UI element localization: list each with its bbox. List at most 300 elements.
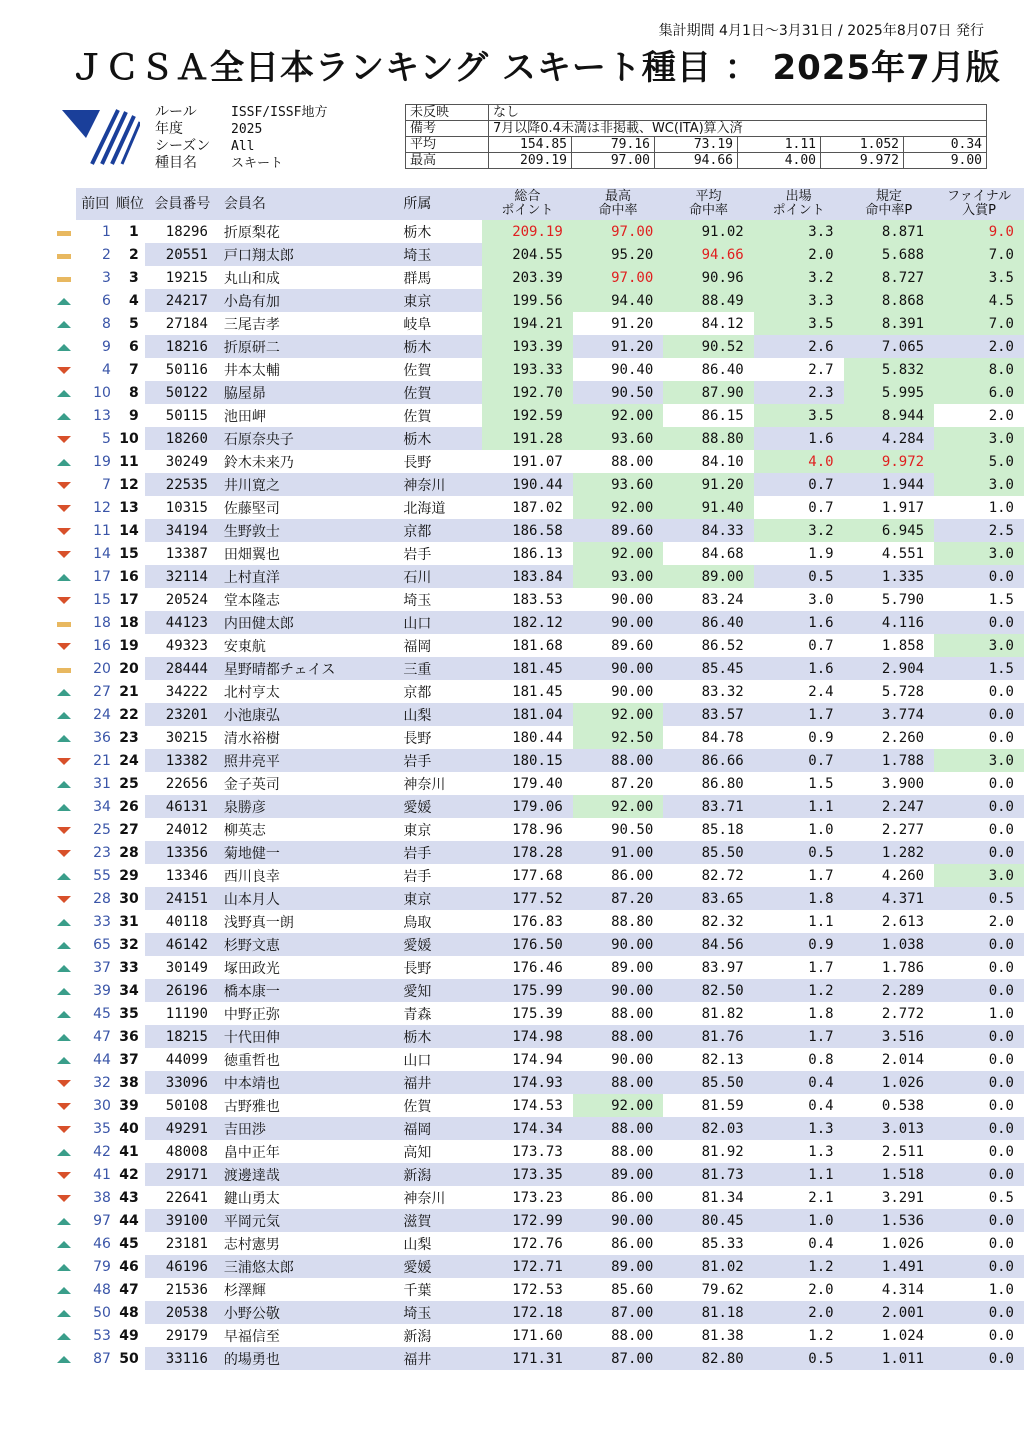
prev-rank-cell: 87 <box>93 1350 111 1367</box>
entry-points-cell: 2.0 <box>808 1281 834 1298</box>
total-points-cell: 171.60 <box>512 1327 563 1344</box>
total-points-cell: 181.45 <box>512 683 563 700</box>
prev-rank-cell: 3 <box>102 269 111 286</box>
member-name-cell: 十代田伸 <box>220 1025 399 1048</box>
average-regulation: 1.052 <box>821 137 904 153</box>
affiliation-cell: 佐賀 <box>399 381 482 404</box>
best-rate-cell: 92.00 <box>573 404 663 427</box>
total-points-cell: 209.19 <box>482 220 573 243</box>
total-points-cell: 177.52 <box>482 887 573 910</box>
entry-points-cell: 3.2 <box>754 266 844 289</box>
up-arrow-icon <box>57 689 71 696</box>
total-points-cell: 173.73 <box>512 1143 563 1160</box>
trend-cell <box>52 1232 76 1255</box>
trend-cell <box>52 427 76 450</box>
remarks-label: 備考 <box>406 121 489 137</box>
up-arrow-icon <box>57 873 71 880</box>
final-points-cell: 0.0 <box>934 933 1024 956</box>
down-arrow-icon <box>57 643 71 650</box>
max-mean: 94.66 <box>655 153 738 169</box>
avg-rate-cell: 86.40 <box>701 361 744 378</box>
affiliation-cell: 愛知 <box>399 979 482 1002</box>
entry-points-cell: 1.2 <box>754 1255 844 1278</box>
down-arrow-icon <box>57 436 71 443</box>
regulation-rate-cell: 1.944 <box>844 473 934 496</box>
max-final: 9.00 <box>904 153 987 169</box>
avg-rate-cell: 90.52 <box>663 335 753 358</box>
regulation-rate-cell: 6.945 <box>844 519 934 542</box>
entry-points-cell: 1.5 <box>808 775 834 792</box>
member-name-cell: 渡邊達哉 <box>220 1163 399 1186</box>
total-points-cell: 172.53 <box>512 1281 563 1298</box>
table-row <box>52 956 1024 979</box>
final-points-cell: 0.0 <box>988 1097 1014 1114</box>
regulation-rate-cell: 8.868 <box>844 289 934 312</box>
avg-rate-cell: 85.18 <box>701 821 744 838</box>
avg-rate-header <box>663 188 753 220</box>
table-row <box>52 1094 1024 1117</box>
rank-cell: 8 <box>129 384 139 401</box>
best-rate-cell: 94.40 <box>573 289 663 312</box>
entry-points-cell: 4.0 <box>754 450 844 473</box>
final-points-cell: 0.0 <box>934 1117 1024 1140</box>
entry-points-cell: 0.9 <box>754 933 844 956</box>
table-row <box>52 542 1024 565</box>
avg-rate-cell: 86.15 <box>701 407 744 424</box>
regulation-rate-header <box>844 188 934 220</box>
total-points-cell: 180.44 <box>512 729 563 746</box>
trend-header <box>52 188 76 220</box>
trend-cell <box>52 818 76 841</box>
trend-cell <box>52 726 76 749</box>
member-id-cell: 18215 <box>145 1025 220 1048</box>
table-row <box>52 1278 1024 1301</box>
header-line: 平均 <box>695 189 722 204</box>
final-points-cell: 8.0 <box>934 358 1024 381</box>
avg-rate-cell: 85.45 <box>663 657 753 680</box>
member-id-cell: 50115 <box>165 407 208 424</box>
prev-rank-cell: 37 <box>93 959 111 976</box>
final-points-cell: 5.0 <box>934 450 1024 473</box>
affiliation-cell: 埼玉 <box>399 243 482 266</box>
final-points-cell: 2.0 <box>934 335 1024 358</box>
prev-rank-cell: 1 <box>102 223 111 240</box>
best-rate-cell: 89.60 <box>573 519 663 542</box>
affiliation-cell: 山梨 <box>403 1236 432 1253</box>
member-id-cell: 29179 <box>165 1327 208 1344</box>
total-points-cell: 176.46 <box>512 959 563 976</box>
best-rate-cell: 87.20 <box>611 775 654 792</box>
table-row <box>52 979 1024 1002</box>
rank-cell: 38 <box>119 1074 139 1091</box>
final-points-cell: 0.0 <box>934 1071 1024 1094</box>
entry-points-cell: 1.7 <box>754 1025 844 1048</box>
prev-rank-cell: 41 <box>93 1166 111 1183</box>
regulation-rate-cell: 5.728 <box>881 683 925 700</box>
trend-cell <box>52 335 76 358</box>
ranking-body <box>52 220 1024 1370</box>
member-id-cell: 30249 <box>165 453 208 470</box>
affiliation-cell: 岩手 <box>403 546 432 563</box>
avg-rate-cell: 84.10 <box>701 453 744 470</box>
total-points-cell: 178.96 <box>512 821 563 838</box>
down-arrow-icon <box>57 551 71 558</box>
total-points-cell: 174.53 <box>512 1097 563 1114</box>
member-name-cell: 的場勇也 <box>220 1347 399 1370</box>
rank-cell: 35 <box>119 1005 139 1022</box>
final-points-cell: 0.0 <box>934 841 1024 864</box>
rank-cell: 6 <box>129 338 139 355</box>
member-name-cell: 浅野真一朗 <box>223 914 294 931</box>
table-row <box>52 1025 1024 1048</box>
avg-rate-cell: 86.52 <box>701 637 744 654</box>
regulation-rate-cell: 4.551 <box>881 545 925 562</box>
table-row <box>52 565 1024 588</box>
total-points-cell: 191.07 <box>512 453 563 470</box>
header-line: ポイント <box>772 203 825 218</box>
trend-cell <box>52 887 76 910</box>
total-points-cell: 173.35 <box>482 1163 573 1186</box>
member-name-cell: 柳英志 <box>223 822 266 839</box>
rank-cell: 29 <box>119 867 139 884</box>
max-entry: 4.00 <box>738 153 821 169</box>
member-name-cell: 清水裕樹 <box>223 730 280 747</box>
table-row <box>52 496 1024 519</box>
member-name-cell: 上村直洋 <box>220 565 399 588</box>
avg-rate-cell: 82.32 <box>701 913 744 930</box>
up-arrow-icon <box>57 735 71 742</box>
member-name-cell: 田畑翼也 <box>223 546 280 563</box>
final-points-cell: 0.0 <box>988 1235 1014 1252</box>
member-id-cell: 19215 <box>165 269 208 286</box>
trend-cell <box>52 1209 76 1232</box>
member-name-cell: 三尾吉孝 <box>223 316 280 333</box>
avg-rate-cell: 89.00 <box>663 565 753 588</box>
affiliation-cell: 千葉 <box>403 1282 432 1299</box>
member-name-cell: 鈴木未来乃 <box>223 454 294 471</box>
rank-cell: 22 <box>119 706 139 723</box>
final-points-cell: 0.0 <box>934 795 1024 818</box>
trend-cell <box>52 1094 76 1117</box>
best-rate-cell: 95.20 <box>573 243 663 266</box>
final-points-cell: 0.0 <box>934 565 1024 588</box>
regulation-rate-cell: 2.289 <box>844 979 934 1002</box>
best-rate-cell: 89.00 <box>611 959 654 976</box>
table-row <box>52 1163 1024 1186</box>
final-points-cell: 0.0 <box>934 1025 1024 1048</box>
trend-cell <box>52 1071 76 1094</box>
prev-rank-cell: 12 <box>93 499 111 516</box>
final-points-cell: 0.0 <box>988 729 1014 746</box>
prev-rank-cell: 46 <box>93 1235 111 1252</box>
rank-cell: 30 <box>119 890 139 907</box>
member-id-cell: 22535 <box>145 473 220 496</box>
member-id-cell: 20524 <box>165 591 208 608</box>
down-arrow-icon <box>57 597 71 604</box>
total-points-cell: 174.94 <box>512 1051 563 1068</box>
affiliation-cell: 愛媛 <box>399 795 482 818</box>
table-row <box>52 749 1024 772</box>
header-row <box>52 188 1024 220</box>
trend-cell <box>52 1002 76 1025</box>
entry-points-cell: 1.8 <box>808 1005 834 1022</box>
avg-rate-cell: 84.33 <box>663 519 753 542</box>
affiliation-header: 所属 <box>399 188 482 220</box>
up-arrow-icon <box>57 298 71 305</box>
member-id-cell: 34222 <box>165 683 208 700</box>
member-id-cell: 11190 <box>165 1005 208 1022</box>
member-id-cell: 18216 <box>145 335 220 358</box>
avg-rate-cell: 82.80 <box>663 1347 753 1370</box>
total-points-cell: 179.06 <box>482 795 573 818</box>
regulation-rate-cell: 2.904 <box>844 657 934 680</box>
avg-rate-cell: 85.33 <box>701 1235 744 1252</box>
table-row <box>52 381 1024 404</box>
entry-points-cell: 2.4 <box>808 683 834 700</box>
regulation-rate-cell: 5.832 <box>844 358 934 381</box>
final-points-cell: 3.0 <box>934 427 1024 450</box>
best-rate-cell: 90.40 <box>611 361 654 378</box>
affiliation-cell: 新潟 <box>399 1163 482 1186</box>
member-id-cell: 32114 <box>145 565 220 588</box>
member-id-cell: 33096 <box>145 1071 220 1094</box>
best-rate-header <box>573 188 663 220</box>
avg-rate-cell: 84.78 <box>701 729 744 746</box>
table-row <box>52 726 1024 749</box>
regulation-rate-cell: 7.065 <box>844 335 934 358</box>
table-row <box>52 519 1024 542</box>
entry-points-cell: 0.7 <box>754 473 844 496</box>
entry-points-cell: 0.4 <box>808 1097 834 1114</box>
member-id-cell: 10315 <box>165 499 208 516</box>
trend-cell <box>52 749 76 772</box>
regulation-rate-cell: 1.786 <box>881 959 925 976</box>
page-title: ＪＣＳＡ全日本ランキング スキート種目 ： 2025年7月版 <box>70 48 1001 88</box>
trend-cell <box>52 1301 76 1324</box>
final-points-cell: 1.5 <box>934 657 1024 680</box>
avg-rate-cell: 83.57 <box>663 703 753 726</box>
final-points-cell: 3.0 <box>934 473 1024 496</box>
regulation-rate-cell: 4.260 <box>881 867 925 884</box>
meta-key: 種目名 <box>155 155 197 171</box>
member-id-cell: 44123 <box>145 611 220 634</box>
up-arrow-icon <box>57 344 71 351</box>
entry-points-cell: 3.5 <box>754 404 844 427</box>
member-id-cell: 21536 <box>165 1281 208 1298</box>
best-rate-cell: 92.00 <box>573 1094 663 1117</box>
entry-points-cell: 1.0 <box>754 1209 844 1232</box>
member-name-cell: 脇屋昴 <box>220 381 399 404</box>
member-id-cell: 24151 <box>145 887 220 910</box>
affiliation-cell: 福岡 <box>399 1117 482 1140</box>
affiliation-cell: 長野 <box>403 960 432 977</box>
table-row <box>52 335 1024 358</box>
final-points-cell: 3.0 <box>934 634 1024 657</box>
up-arrow-icon <box>57 459 71 466</box>
total-points-cell: 204.55 <box>482 243 573 266</box>
member-name-cell: 照井亮平 <box>220 749 399 772</box>
best-rate-cell: 90.50 <box>611 821 654 838</box>
regulation-rate-cell: 5.995 <box>844 381 934 404</box>
rank-cell: 39 <box>119 1097 139 1114</box>
member-id-cell: 46196 <box>145 1255 220 1278</box>
affiliation-cell: 栃木 <box>403 224 432 241</box>
meta-key: 年度 <box>155 121 183 137</box>
up-arrow-icon <box>57 390 71 397</box>
member-id-cell: 20538 <box>145 1301 220 1324</box>
affiliation-cell: 石川 <box>399 565 482 588</box>
member-name-cell: 星野晴都チェイス <box>220 657 399 680</box>
entry-points-cell: 3.5 <box>754 312 844 335</box>
rank-cell: 4 <box>129 292 139 309</box>
member-id-cell: 23181 <box>165 1235 208 1252</box>
best-rate-cell: 92.00 <box>573 496 663 519</box>
member-id-cell: 22656 <box>165 775 208 792</box>
regulation-rate-cell: 1.536 <box>844 1209 934 1232</box>
entry-points-cell: 2.0 <box>754 243 844 266</box>
avg-rate-cell: 81.76 <box>663 1025 753 1048</box>
entry-points-cell: 1.6 <box>754 657 844 680</box>
trend-cell <box>52 1347 76 1370</box>
trend-cell <box>52 519 76 542</box>
member-name-cell: 志村憲男 <box>223 1236 280 1253</box>
best-rate-cell: 93.60 <box>573 473 663 496</box>
final-points-cell: 1.5 <box>988 591 1014 608</box>
member-id-cell: 48008 <box>165 1143 208 1160</box>
trend-cell <box>52 381 76 404</box>
affiliation-cell: 山梨 <box>399 703 482 726</box>
regulation-rate-cell: 9.972 <box>844 450 934 473</box>
meta-value: ISSF/ISSF地方 <box>231 105 328 120</box>
table-row <box>52 473 1024 496</box>
down-arrow-icon <box>57 1103 71 1110</box>
table-row <box>52 634 1024 657</box>
table-row <box>52 864 1024 887</box>
trend-cell <box>52 1140 76 1163</box>
best-rate-cell: 90.00 <box>573 611 663 634</box>
prev-rank-cell: 48 <box>93 1281 111 1298</box>
prev-rank-cell: 18 <box>93 614 111 631</box>
rank-cell: 45 <box>119 1235 139 1252</box>
member-id-cell: 50108 <box>165 1097 208 1114</box>
rank-cell: 23 <box>119 729 139 746</box>
final-points-cell: 7.0 <box>934 243 1024 266</box>
best-rate-cell: 93.00 <box>573 565 663 588</box>
regulation-rate-cell: 1.491 <box>844 1255 934 1278</box>
max-label: 最高 <box>406 153 489 169</box>
header-line: 出場 <box>785 189 812 204</box>
final-points-cell: 0.5 <box>988 1189 1014 1206</box>
unchanged-icon <box>57 622 71 627</box>
total-points-cell: 172.76 <box>512 1235 563 1252</box>
table-row <box>52 795 1024 818</box>
affiliation-cell: 高知 <box>403 1144 432 1161</box>
meta-value: All <box>231 139 255 154</box>
regulation-rate-cell: 2.772 <box>881 1005 925 1022</box>
prev-rank-cell: 25 <box>93 821 111 838</box>
average-mean: 73.19 <box>655 137 738 153</box>
affiliation-cell: 京都 <box>399 519 482 542</box>
table-row <box>52 611 1024 634</box>
member-name-cell: 戸口翔太郎 <box>220 243 399 266</box>
table-row <box>52 1209 1024 1232</box>
rank-cell: 2 <box>129 246 139 263</box>
final-points-cell: 0.0 <box>988 1327 1014 1344</box>
final-points-cell: 0.0 <box>988 959 1014 976</box>
entry-points-cell: 2.0 <box>754 1301 844 1324</box>
up-arrow-icon <box>57 1218 71 1225</box>
avg-rate-cell: 91.40 <box>663 496 753 519</box>
up-arrow-icon <box>57 1356 71 1363</box>
total-points-header <box>482 188 573 220</box>
best-rate-cell: 88.00 <box>611 453 654 470</box>
prev-rank-cell: 6 <box>102 292 111 309</box>
entry-points-cell: 3.0 <box>808 591 834 608</box>
down-arrow-icon <box>57 528 71 535</box>
table-row <box>52 818 1024 841</box>
entry-points-cell: 0.5 <box>754 565 844 588</box>
remarks-value: 7月以降0.4未満は非掲載、WC(ITA)算入済 <box>489 121 987 137</box>
member-id-cell: 34194 <box>145 519 220 542</box>
prev-rank-cell: 11 <box>93 522 111 539</box>
prev-rank-header: 前回 <box>76 188 115 220</box>
prev-rank-cell: 44 <box>93 1051 111 1068</box>
trend-cell <box>52 1324 76 1347</box>
regulation-rate-cell: 8.727 <box>844 266 934 289</box>
member-id-cell: 40118 <box>165 913 208 930</box>
affiliation-cell: 群馬 <box>403 270 432 287</box>
table-row <box>52 772 1024 795</box>
entry-points-cell: 1.7 <box>808 867 834 884</box>
member-name-cell: 折原梨花 <box>223 224 280 241</box>
member-name-cell: 鍵山勇太 <box>223 1190 280 1207</box>
table-row <box>52 450 1024 473</box>
trend-cell <box>52 772 76 795</box>
max-best: 97.00 <box>572 153 655 169</box>
avg-rate-cell: 94.66 <box>663 243 753 266</box>
avg-rate-cell: 86.80 <box>701 775 744 792</box>
member-id-cell: 44099 <box>165 1051 208 1068</box>
entry-points-cell: 2.3 <box>754 381 844 404</box>
header-line: 命中率P <box>865 203 913 218</box>
rank-cell: 3 <box>129 269 139 286</box>
rank-cell: 24 <box>119 752 139 769</box>
header-line: 入賞P <box>962 203 996 218</box>
prev-rank-cell: 65 <box>93 936 111 953</box>
meta-value: スキート <box>231 156 284 171</box>
best-rate-cell: 92.00 <box>573 795 663 818</box>
member-name-cell: 杉澤輝 <box>223 1282 266 1299</box>
prev-rank-cell: 38 <box>93 1189 111 1206</box>
trend-cell <box>52 1117 76 1140</box>
avg-rate-cell: 86.66 <box>663 749 753 772</box>
entry-points-cell: 1.1 <box>754 1163 844 1186</box>
best-rate-cell: 90.00 <box>573 1209 663 1232</box>
trend-cell <box>52 611 76 634</box>
affiliation-cell: 岩手 <box>399 841 482 864</box>
total-points-cell: 182.12 <box>482 611 573 634</box>
best-rate-cell: 91.20 <box>611 315 654 332</box>
rank-cell: 25 <box>119 775 139 792</box>
member-name-cell: 安東航 <box>223 638 266 655</box>
best-rate-cell: 90.00 <box>611 591 654 608</box>
prev-rank-cell: 19 <box>93 453 111 470</box>
prev-rank-cell: 27 <box>93 683 111 700</box>
total-points-cell: 176.50 <box>482 933 573 956</box>
member-id-cell: 49291 <box>145 1117 220 1140</box>
best-rate-cell: 87.00 <box>573 1301 663 1324</box>
total-points-cell: 172.18 <box>482 1301 573 1324</box>
